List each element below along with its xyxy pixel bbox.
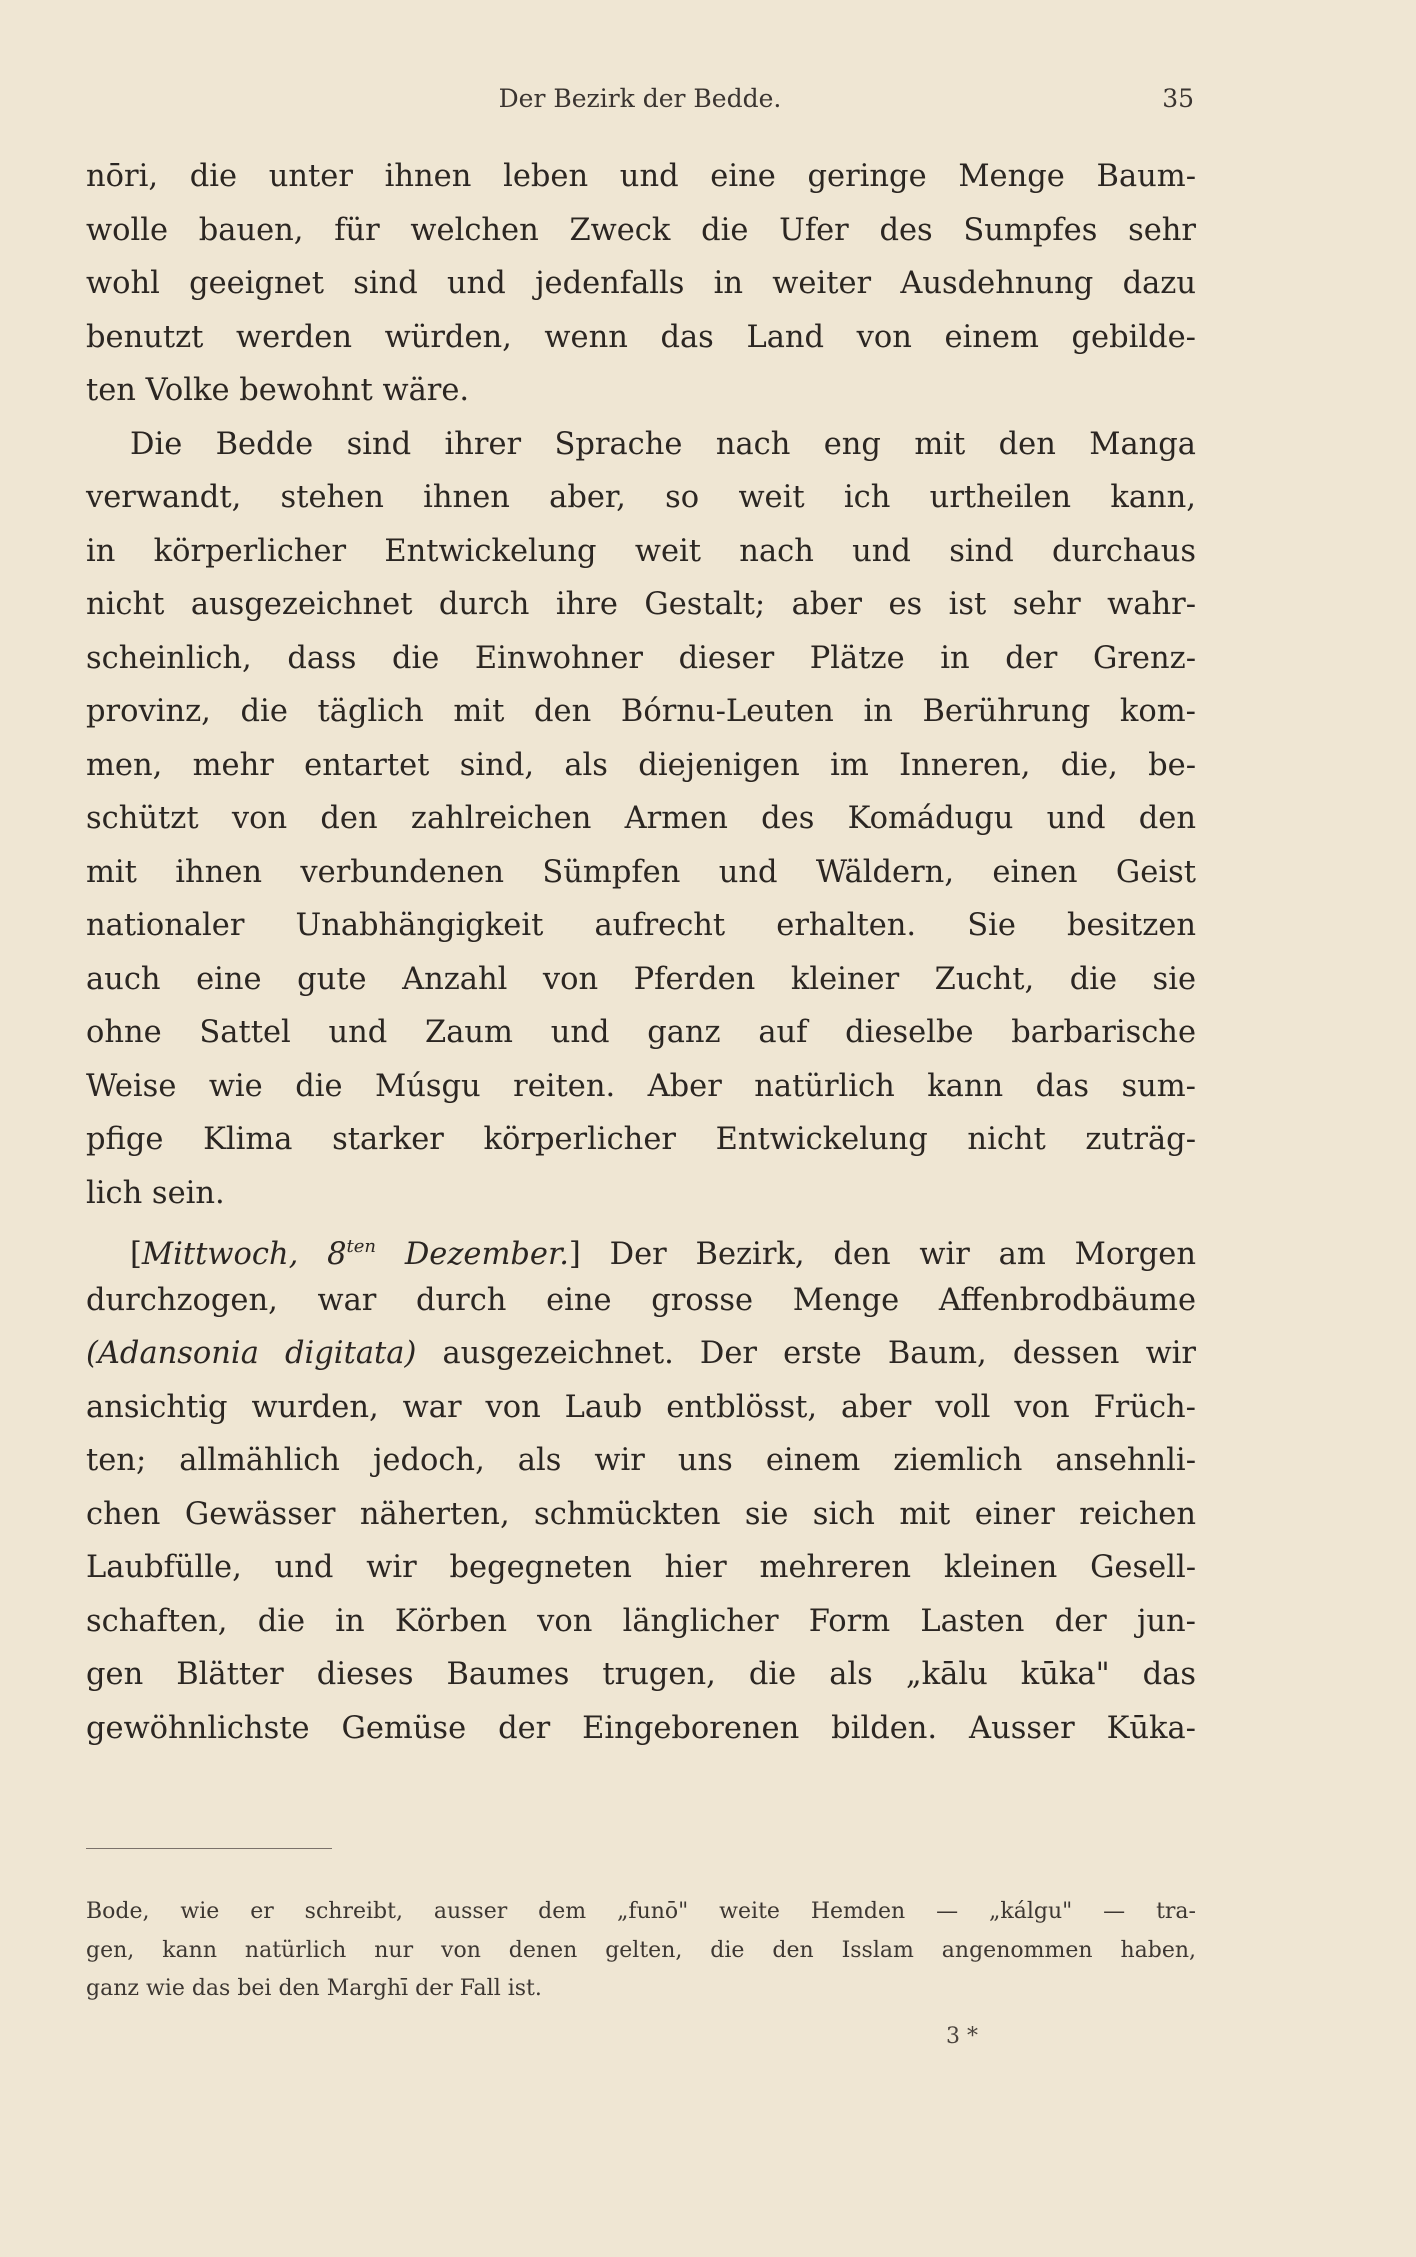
- text-line: lich sein.: [86, 1175, 225, 1211]
- signature-mark: 3 *: [946, 2024, 978, 2049]
- date-month: Dezember.: [404, 1237, 569, 1272]
- date-line-rest: Der Bezirk, den wir am Morgen: [609, 1237, 1196, 1272]
- text-line: wolle bauen, für welchen Zweck die Ufer des Sumpfes sehr: [86, 212, 1196, 248]
- text-line: scheinlich, dass die Einwohner dieser Plätze in der Grenz-: [86, 640, 1196, 676]
- date-day-number: 8: [327, 1237, 347, 1272]
- footnote-line: Bode, wie er schreibt, ausser dem „funō" weite Hemden — „kálgu" — tra-: [86, 1899, 1196, 1924]
- text-line: nationaler Unabhängigkeit aufrecht erhalten. Sie besitzen: [86, 908, 1196, 943]
- footnote-divider: [86, 1848, 332, 1849]
- species-name: (Adansonia digitata): [86, 1336, 417, 1371]
- text-line: ansichtig wurden, war von Laub entblösst, aber voll von Früch-: [86, 1389, 1196, 1425]
- text-line: Weise wie die Músgu reiten. Aber natürlich kann das sum-: [86, 1068, 1196, 1104]
- text-line: men, mehr entartet sind, als diejenigen im Inneren, die, be-: [86, 747, 1196, 783]
- text-line: schaften, die in Körben von länglicher Form Lasten der jun-: [86, 1603, 1196, 1639]
- footnote: [86, 1893, 1196, 2009]
- species-line: [86, 1327, 1196, 1381]
- date-close-bracket: ]: [568, 1237, 581, 1272]
- text-line: wohl geeignet sind und jedenfalls in weiter Ausdehnung dazu: [86, 266, 1196, 301]
- text-line: mit ihnen verbundenen Sümpfen und Wäldern, einen Geist: [86, 854, 1196, 890]
- text-line: pfige Klima starker körperlicher Entwickelung nicht zuträg-: [86, 1122, 1196, 1157]
- text-line: nicht ausgezeichnet durch ihre Gestalt; aber es ist sehr wahr-: [86, 587, 1196, 622]
- page-number: 35: [1162, 84, 1194, 113]
- text-line: Laubfülle, und wir begegneten hier mehreren kleinen Gesell-: [86, 1550, 1196, 1585]
- text-line: nōri, die unter ihnen leben und eine geringe Menge Baum-: [86, 159, 1196, 194]
- date-entry-line: [86, 1220, 1196, 1274]
- text-line: verwandt, stehen ihnen aber, so weit ich urtheilen kann,: [86, 480, 1196, 515]
- date-weekday: Mittwoch,: [141, 1237, 299, 1272]
- footnote-line: ganz wie das bei den Marghī der Fall ist.: [86, 1976, 542, 2001]
- text-line: gen Blätter dieses Baumes trugen, die als „kālu kūka" das: [86, 1657, 1196, 1692]
- text-line: chen Gewässer näherten, schmückten sie sich mit einer reichen: [86, 1496, 1196, 1532]
- text-line: provinz, die täglich mit den Bórnu-Leuten in Berührung kom-: [86, 694, 1196, 729]
- species-line-rest: ausgezeichnet. Der erste Baum, dessen wir: [416, 1336, 1197, 1371]
- text-line: in körperlicher Entwickelung weit nach und sind durchaus: [86, 533, 1196, 569]
- text-line: ten; allmählich jedoch, als wir uns einem ziemlich ansehnli-: [86, 1443, 1196, 1478]
- date-day-suffix: ten: [346, 1236, 377, 1257]
- date-open-bracket: [: [130, 1237, 142, 1272]
- text-line: durchzogen, war durch eine grosse Menge Affenbrodbäume: [86, 1282, 1196, 1318]
- text-line: schützt von den zahlreichen Armen des Komádugu und den: [86, 801, 1196, 836]
- text-line: gewöhnlichste Gemüse der Eingeborenen bilden. Ausser Kūka-: [86, 1710, 1196, 1746]
- running-head: [86, 84, 1194, 124]
- text-line: ohne Sattel und Zaum und ganz auf dieselbe barbarische: [86, 1015, 1196, 1050]
- main-text: [86, 150, 1196, 1755]
- running-title: Der Bezirk der Bedde.: [498, 84, 782, 113]
- text-line: auch eine gute Anzahl von Pferden kleiner Zucht, die sie: [86, 961, 1196, 997]
- text-line: Die Bedde sind ihrer Sprache nach eng mit den Manga: [130, 426, 1196, 462]
- text-line: benutzt werden würden, wenn das Land von einem gebilde-: [86, 319, 1196, 355]
- text-line: ten Volke bewohnt wäre.: [86, 373, 470, 408]
- footnote-line: gen, kann natürlich nur von denen gelten, die den Isslam angenommen haben,: [86, 1937, 1196, 1963]
